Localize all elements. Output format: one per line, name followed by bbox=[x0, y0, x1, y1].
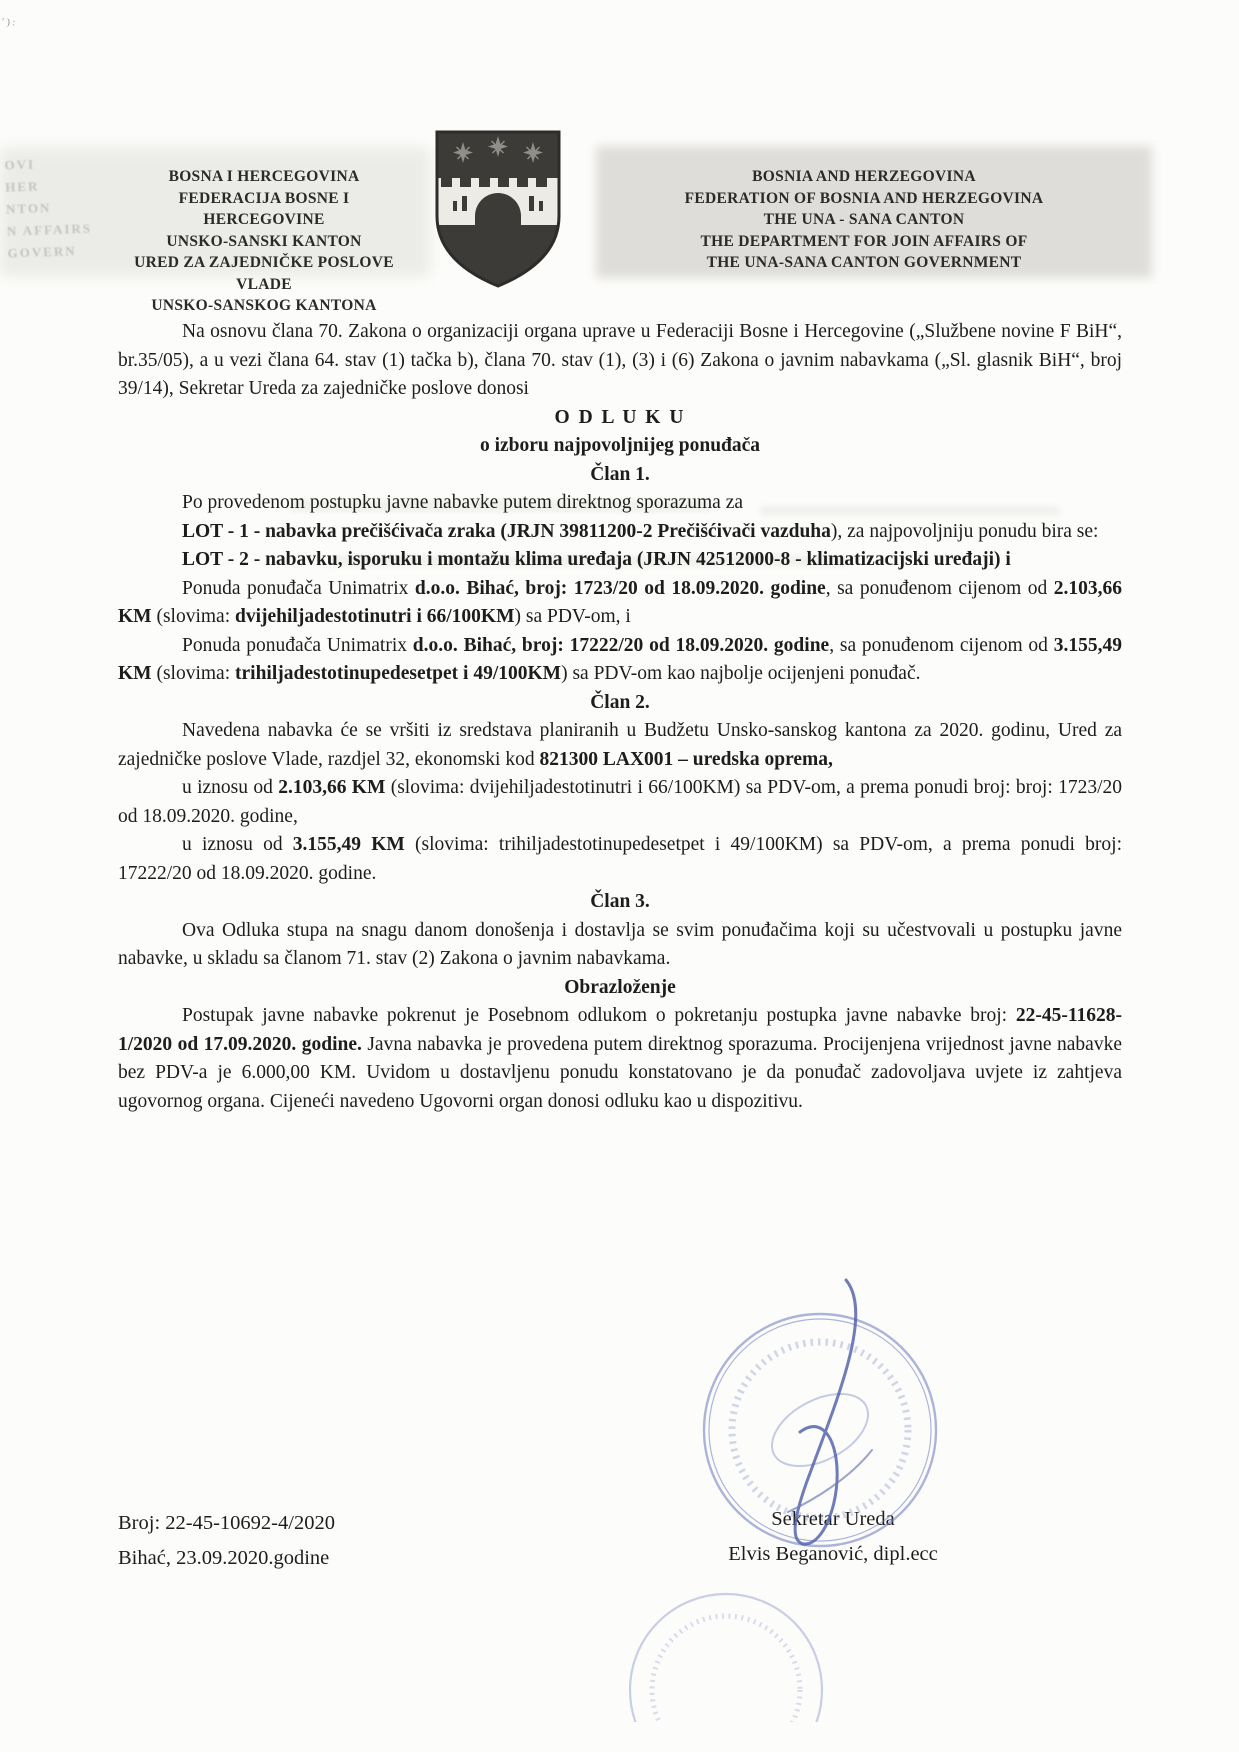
offer-1-vendor: d.o.o. Bihać, broj: 1723/20 od 18.09.2020. godine bbox=[414, 577, 826, 599]
offer-2-price-words: trihiljadestotinupedesetpet i 49/100KM bbox=[235, 663, 562, 684]
article-2-heading: Član 2. bbox=[590, 691, 650, 713]
legal-basis-paragraph bbox=[118, 318, 1122, 404]
stamp-text-ring bbox=[732, 1342, 908, 1518]
rationale-ref-number: 22-45-11628-1/2020 od 17.09.2020. godine. bbox=[118, 1005, 1122, 1055]
amount-2-paragraph bbox=[118, 831, 1122, 888]
article-3-heading: Član 3. bbox=[590, 891, 650, 912]
article-1-heading: Član 1. bbox=[590, 463, 650, 485]
budget-pre: Navedena nabavka će se vršiti iz sredstava planiranih u Budžetu Unsko-sanskog kantona za 2020. godinu, Ured za zajedničke poslove Vlade, razdjel 32, ekonomski kod bbox=[118, 720, 1122, 770]
document-number: Broj: 22-45-10692-4/2020 bbox=[118, 1512, 335, 1534]
letterhead-line: BOSNA I HERCEGOVINA bbox=[168, 168, 360, 185]
amount-2-pre: u iznosu od bbox=[182, 834, 293, 855]
rationale-heading: Obrazloženje bbox=[564, 976, 676, 998]
signature-block bbox=[688, 1502, 978, 1572]
rationale-paragraph bbox=[118, 1002, 1122, 1116]
footer-reference-block bbox=[118, 1506, 335, 1576]
letterhead-line: FEDERATION OF BOSNIA AND HERZEGOVINA bbox=[684, 189, 1044, 207]
budget-paragraph bbox=[118, 717, 1122, 774]
round-official-stamp bbox=[628, 1262, 1008, 1722]
article-3-paragraph: Ova Odluka stupa na snagu danom donošenja i dostavlja se svim ponuđačima koji su učestvovali u postupku javne nabavke, u skladu sa članom 71. stav (2) Zakona o javnim nabavkama. bbox=[118, 919, 1122, 969]
offer-2-price: 3.155,49 KM bbox=[118, 634, 1122, 684]
amount-1-post: (slovima: dvijehiljadestotinutri i 66/100KM) sa PDV-om, a prema ponudi broj: broj: 1723/20 od 18.09.2020. godine, bbox=[118, 777, 1122, 827]
stamp-partial-second-ring bbox=[630, 1594, 822, 1722]
offer-1-paragraph bbox=[118, 575, 1122, 632]
letterhead-line: UNSKO-SANSKOG KANTONA bbox=[151, 297, 377, 314]
lot-2-bold: LOT - 2 - nabavku, isporuku i montažu klima uređaja (JRJN 42512000-8 - klimatizacijski uređaji) i bbox=[182, 549, 1011, 570]
offer-2-mid2: (slovima: bbox=[151, 663, 235, 684]
ghost-line: HER bbox=[4, 178, 40, 195]
offer-2-post: ) sa PDV-om kao najbolje ocijenjeni ponuđač. bbox=[561, 663, 921, 684]
decision-subtitle: o izboru najpovoljnijeg ponuđača bbox=[479, 435, 761, 456]
offer-1-price: 2.103,66 KM bbox=[118, 577, 1122, 627]
coat-of-arms-shield bbox=[433, 128, 563, 294]
amount-2-post: (slovima: trihiljadestotinupedesetpet i 49/100KM) sa PDV-om, a prema ponudi broj: 17222/20 od 18.09.2020. godine. bbox=[118, 834, 1123, 884]
offer-1-pre: Ponuda ponuđača Unimatrix bbox=[182, 577, 415, 599]
ghost-line: N AFFAIRS bbox=[6, 220, 93, 239]
ghost-line: NTON bbox=[5, 200, 52, 217]
ghost-line: OVI bbox=[4, 156, 36, 173]
lot-1-rest: ), za najpovoljniju ponudu bira se: bbox=[830, 520, 1099, 542]
offer-1-mid2: (slovima: bbox=[151, 606, 235, 627]
letterhead-line: URED ZA ZAJEDNIČKE POSLOVE VLADE bbox=[134, 254, 394, 293]
lot-2-paragraph bbox=[118, 546, 1122, 575]
offer-2-pre: Ponuda ponuđača Unimatrix bbox=[182, 634, 413, 656]
place-and-date: Bihać, 23.09.2020.godine bbox=[118, 1547, 330, 1569]
letterhead-line: FEDERACIJA BOSNE I HERCEGOVINE bbox=[178, 189, 350, 228]
lot-1-paragraph bbox=[118, 518, 1122, 547]
offer-1-post: ) sa PDV-om, i bbox=[514, 606, 631, 627]
amount-2-value: 3.155,49 KM bbox=[292, 834, 405, 855]
letterhead-bosnian bbox=[116, 166, 412, 317]
rationale-pre: Postupak javne nabavke pokrenut je Posebnom odlukom o pokretanju postupka javne nabavke broj: bbox=[182, 1005, 1016, 1026]
decision-title: O D L U K U bbox=[554, 406, 686, 428]
una-sana-canton-coat-of-arms bbox=[433, 128, 563, 294]
stamp-inner-emblem bbox=[760, 1379, 880, 1481]
signatory-name: Elvis Beganović, dipl.ecc bbox=[728, 1543, 938, 1565]
amount-1-pre: u iznosu od bbox=[182, 777, 279, 798]
legal-basis-text: Na osnovu člana 70. Zakona o organizaciji organa uprave u Federaciji Bosne i Hercegovine („Službene novine F BiH“, br.35/05), a u vezi člana 64. stav (1) tačka b), člana 70. stav (1), (3) i (6) Zakona o javnim nabavkama („Sl. glasnik BiH“, broj 39/14), Sekretar Ureda za zajedničke poslove donosi bbox=[118, 321, 1122, 399]
offer-1-price-words: dvijehiljadestotinutri i 66/100KM bbox=[235, 606, 515, 627]
scan-corner-marks: ′ ) : bbox=[1, 16, 16, 29]
ghost-line: GOVERN bbox=[7, 243, 77, 261]
offer-1-mid1: , sa ponuđenom cijenom od bbox=[825, 577, 1054, 599]
letterhead-line: UNSKO-SANSKI KANTON bbox=[166, 232, 362, 250]
offer-2-paragraph bbox=[118, 632, 1122, 689]
lot-1-bold: LOT - 1 - nabavka prečišćivača zraka (JRJN 39811200-2 Prečišćivači vazduha bbox=[182, 520, 831, 542]
amount-1-value: 2.103,66 KM bbox=[278, 777, 386, 798]
letterhead-line: BOSNIA AND HERZEGOVINA bbox=[752, 168, 976, 185]
signatory-title: Sekretar Ureda bbox=[771, 1508, 895, 1530]
amount-1-paragraph bbox=[118, 774, 1122, 831]
article-1-intro: Po provedenom postupku javne nabavke putem direktnog sporazuma za bbox=[182, 492, 744, 513]
letterhead-line: THE UNA - SANA CANTON bbox=[763, 211, 965, 228]
offer-2-vendor: d.o.o. Bihać, broj: 17222/20 od 18.09.2020. godine bbox=[412, 634, 830, 656]
rationale-post: Javna nabavka je provedena putem direktnog sporazuma. Procijenjena vrijednost javne nabavke bez PDV-a je 6.000,00 KM. Uvidom u dostavljenu ponudu konstatovano je da ponuđač zadovoljava uvjete iz zahtjeva ugovornog organa. Cijeneći navedeno Ugovorni organ donosi odluku kao u dispozitivu. bbox=[118, 1033, 1122, 1112]
budget-code: 821300 LAX001 – uredska oprema, bbox=[539, 748, 833, 770]
offer-2-mid1: , sa ponuđenom cijenom od bbox=[829, 634, 1054, 656]
letterhead-line: THE DEPARTMENT FOR JOIN AFFAIRS OF bbox=[700, 232, 1028, 250]
document-body bbox=[118, 318, 1122, 1116]
letterhead-line: THE UNA-SANA CANTON GOVERNMENT bbox=[706, 254, 1022, 271]
letterhead-english bbox=[614, 166, 1114, 274]
